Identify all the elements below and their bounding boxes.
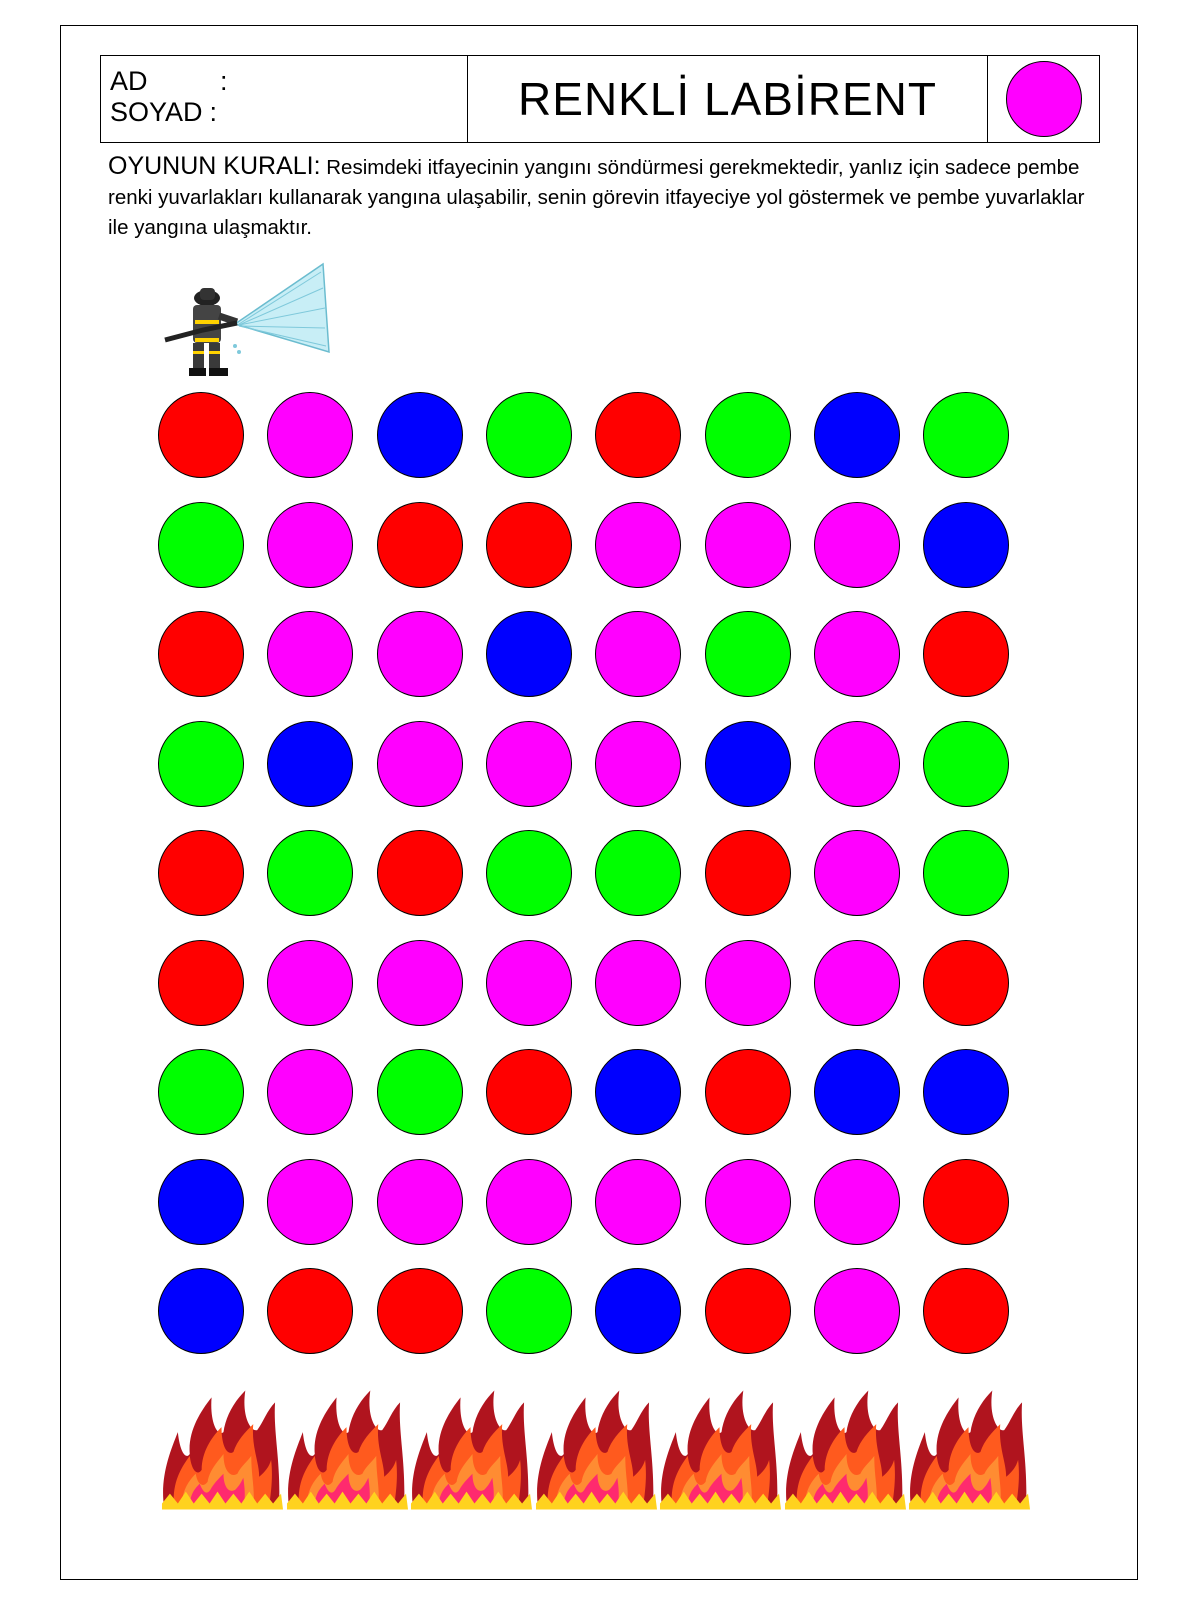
maze-circle-pink[interactable] [486,1159,572,1245]
maze-circle-pink[interactable] [705,1159,791,1245]
maze-circle-green[interactable] [923,392,1009,478]
maze-circle-green[interactable] [267,830,353,916]
maze-circle-green[interactable] [705,611,791,697]
maze-circle-pink[interactable] [595,611,681,697]
maze-circle-pink[interactable] [595,721,681,807]
maze-circle-pink[interactable] [814,830,900,916]
maze-circle-pink[interactable] [814,1268,900,1354]
name-label: AD [110,66,148,96]
maze-circle-blue[interactable] [158,1159,244,1245]
maze-circle-blue[interactable] [486,611,572,697]
maze-circle-green[interactable] [486,1268,572,1354]
maze-circle-red[interactable] [923,1268,1009,1354]
maze-circle-red[interactable] [158,392,244,478]
maze-circle-green[interactable] [923,721,1009,807]
maze-circle-pink[interactable] [814,940,900,1026]
maze-circle-pink[interactable] [377,611,463,697]
maze-circle-green[interactable] [923,830,1009,916]
maze-circle-red[interactable] [377,830,463,916]
header-box [100,55,1100,143]
maze-circle-green[interactable] [377,1049,463,1135]
maze-circle-red[interactable] [158,611,244,697]
maze-circle-red[interactable] [705,1049,791,1135]
maze-circle-pink[interactable] [267,502,353,588]
maze-circle-pink[interactable] [814,1159,900,1245]
maze-circle-pink[interactable] [377,721,463,807]
maze-circle-red[interactable] [377,1268,463,1354]
maze-circle-red[interactable] [595,392,681,478]
maze-circle-green[interactable] [595,830,681,916]
maze-circle-blue[interactable] [158,1268,244,1354]
maze-circle-green[interactable] [486,392,572,478]
target-color-box [988,56,1099,142]
maze-circle-pink[interactable] [377,940,463,1026]
surname-label: SOYAD [110,97,203,127]
maze-circle-blue[interactable] [595,1049,681,1135]
flame-icon [783,1382,908,1512]
maze-circle-blue[interactable] [814,392,900,478]
maze-circle-green[interactable] [705,392,791,478]
flame-icon [285,1382,410,1512]
maze-circle-pink[interactable] [267,1159,353,1245]
firefighter-icon [163,258,338,383]
maze-circle-blue[interactable] [923,502,1009,588]
maze-circle-pink[interactable] [595,940,681,1026]
rules-text: Resimdeki itfayecinin yangını söndürmesi gerekmektedir, yanlız için sadece pembe renki yuvarlakları kullanarak yangına ulaşabilir, senin görevin itfayeciye yol göstermek ve pembe yuvarlaklar ile yangına ulaşmaktır. [108,156,1085,239]
surname-row [110,97,467,128]
maze-circle-red[interactable] [923,1159,1009,1245]
maze-circle-red[interactable] [486,1049,572,1135]
maze-circle-blue[interactable] [267,721,353,807]
maze-circle-pink[interactable] [705,940,791,1026]
maze-circle-pink[interactable] [267,940,353,1026]
maze-circle-pink[interactable] [486,940,572,1026]
fire-row [160,1382,1032,1512]
maze-circle-blue[interactable] [705,721,791,807]
maze-circle-blue[interactable] [814,1049,900,1135]
maze-circle-pink[interactable] [267,392,353,478]
maze-circle-pink[interactable] [486,721,572,807]
name-fields [101,56,468,142]
maze-circle-red[interactable] [158,830,244,916]
name-row [110,66,467,97]
flame-icon [409,1382,534,1512]
maze-circle-pink[interactable] [595,1159,681,1245]
maze-circle-red[interactable] [158,940,244,1026]
maze-circle-green[interactable] [158,502,244,588]
maze-circle-pink[interactable] [705,502,791,588]
surname-colon: : [209,97,218,127]
maze-circle-red[interactable] [705,830,791,916]
maze-circle-pink[interactable] [267,1049,353,1135]
flame-icon [160,1382,285,1512]
maze-circle-red[interactable] [377,502,463,588]
maze-circle-blue[interactable] [923,1049,1009,1135]
name-colon: : [220,66,228,96]
maze-circle-red[interactable] [923,611,1009,697]
maze-circle-blue[interactable] [595,1268,681,1354]
flame-icon [534,1382,659,1512]
maze-circle-red[interactable] [705,1268,791,1354]
rules-paragraph [108,151,1088,243]
maze-circle-pink[interactable] [267,611,353,697]
maze-circle-pink[interactable] [377,1159,463,1245]
target-color-circle [1006,61,1082,137]
maze-circle-green[interactable] [158,721,244,807]
maze-circle-pink[interactable] [595,502,681,588]
maze-circle-blue[interactable] [377,392,463,478]
maze-circle-red[interactable] [923,940,1009,1026]
flame-icon [658,1382,783,1512]
flame-icon [907,1382,1032,1512]
page-title: RENKLİ LABİRENT [468,56,988,142]
maze-circle-pink[interactable] [814,611,900,697]
maze-circle-pink[interactable] [814,721,900,807]
maze-circle-pink[interactable] [814,502,900,588]
maze-circle-green[interactable] [486,830,572,916]
rules-title: OYUNUN KURALI: [108,152,321,180]
maze-circle-red[interactable] [267,1268,353,1354]
maze-circle-green[interactable] [158,1049,244,1135]
maze-circle-red[interactable] [486,502,572,588]
